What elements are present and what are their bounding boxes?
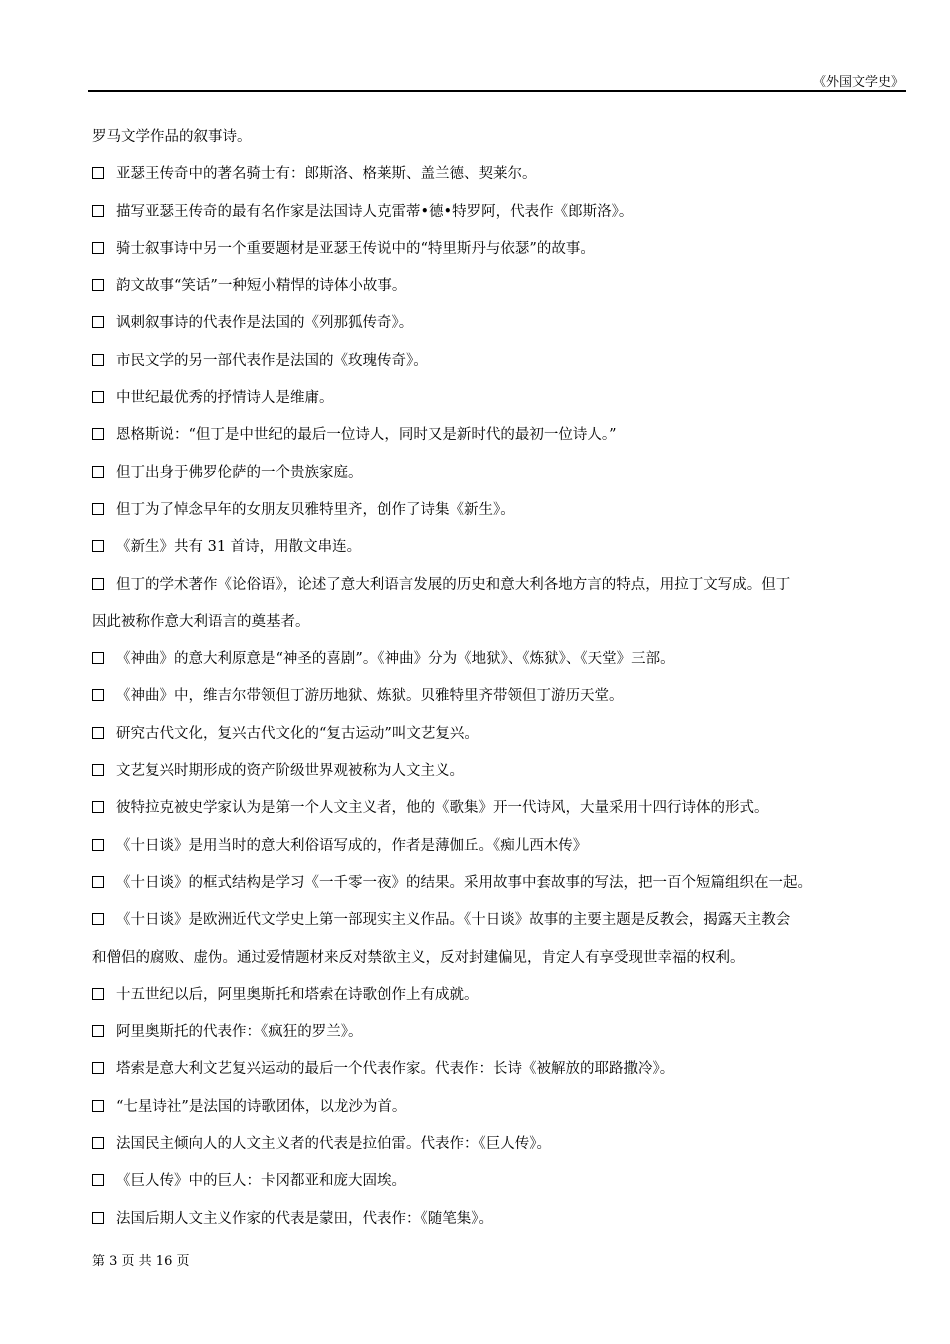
line-text: 塔索是意大利文艺复兴运动的最后一个代表作家。代表作：长诗《被解放的耶路撒冷》。 [116,1061,675,1078]
page-header [88,68,906,92]
line-text: 描写亚瑟王传奇的最有名作家是法国诗人克雷蒂•德•特罗阿，代表作《郎斯洛》。 [116,203,634,220]
text-line [92,678,906,715]
line-text: 讽刺叙事诗的代表作是法国的《列那狐传奇》。 [116,315,414,332]
checkbox-icon [92,1062,104,1074]
text-line [92,417,906,454]
line-text: 《新生》共有 31 首诗，用散文串连。 [116,539,362,556]
line-text: 骑士叙事诗中另一个重要题材是亚瑟王传说中的“特里斯丹与依瑟”的故事。 [116,240,595,257]
checkbox-icon [92,167,104,179]
line-text: 法国民主倾向人的人文主义者的代表是拉伯雷。代表作：《巨人传》。 [116,1136,551,1153]
line-text: 《巨人传》中的巨人：卡冈都亚和庞大固埃。 [116,1173,406,1190]
checkbox-icon [92,727,104,739]
text-line [92,1163,906,1200]
checkbox-icon [92,540,104,552]
text-line [92,119,906,156]
checkbox-icon [92,689,104,701]
text-line [92,455,906,492]
line-text: 《神曲》中，维吉尔带领但丁游历地狱、炼狱。贝雅特里齐带领但丁游历天堂。 [116,688,624,705]
checkbox-icon [92,1137,104,1149]
text-line [92,977,906,1014]
text-line [92,492,906,529]
line-text: 罗马文学作品的叙事诗。 [92,129,252,145]
text-line [92,940,906,977]
checkbox-icon [92,913,104,925]
header-title: 《外国文学史》 [812,75,904,90]
line-text: 法国后期人文主义作家的代表是蒙田，代表作：《随笔集》。 [116,1210,493,1227]
checkbox-icon [92,503,104,515]
checkbox-icon [92,1100,104,1112]
checkbox-icon [92,764,104,776]
line-text: “七星诗社”是法国的诗歌团体，以龙沙为首。 [116,1098,407,1115]
checkbox-icon [92,1174,104,1186]
text-line [92,828,906,865]
line-text: 但丁为了悼念早年的女朋友贝雅特里齐，创作了诗集《新生》。 [116,501,515,518]
text-line [92,305,906,342]
line-text: 《十日谈》是用当时的意大利俗语写成的，作者是薄伽丘。《痴儿西木传》 [116,837,588,854]
text-line [92,156,906,193]
checkbox-icon [92,316,104,328]
text-line [92,231,906,268]
text-line [92,567,906,604]
checkbox-icon [92,1025,104,1037]
line-text: 中世纪最优秀的抒情诗人是维庸。 [116,390,334,407]
text-line [92,1014,906,1051]
line-text: 韵文故事“笑话”一种短小精悍的诗体小故事。 [116,278,407,295]
text-line [92,865,906,902]
checkbox-icon [92,801,104,813]
checkbox-icon [92,988,104,1000]
text-line [92,194,906,231]
checkbox-icon [92,428,104,440]
text-line [92,716,906,753]
line-text: 研究古代文化，复兴古代文化的“复古运动”叫文艺复兴。 [116,725,479,742]
checkbox-icon [92,839,104,851]
text-line [92,343,906,380]
page-footer: 第 3 页 共 16 页 [92,1254,190,1269]
checkbox-icon [92,652,104,664]
line-text: 文艺复兴时期形成的资产阶级世界观被称为人文主义。 [116,763,464,780]
checkbox-icon [92,578,104,590]
text-line [92,753,906,790]
checkbox-icon [92,354,104,366]
line-text: 《十日谈》是欧洲近代文学史上第一部现实主义作品。《十日谈》故事的主要主题是反教会，揭露天主教会 [116,912,791,929]
document-body [92,119,906,1238]
checkbox-icon [92,242,104,254]
line-text: 彼特拉克被史学家认为是第一个人文主义者，他的《歌集》开一代诗风，大量采用十四行诗体的形式。 [116,800,769,817]
checkbox-icon [92,205,104,217]
line-text: 但丁的学术著作《论俗语》，论述了意大利语言发展的历史和意大利各地方言的特点，用拉丁文写成。但丁 [116,576,791,593]
text-line [92,268,906,305]
line-text: 恩格斯说：“但丁是中世纪的最后一位诗人，同时又是新时代的最初一位诗人。” [116,427,617,444]
line-text: 十五世纪以后，阿里奥斯托和塔索在诗歌创作上有成就。 [116,986,479,1003]
checkbox-icon [92,391,104,403]
text-line [92,529,906,566]
checkbox-icon [92,1212,104,1224]
line-text: 因此被称作意大利语言的奠基者。 [92,613,310,630]
checkbox-icon [92,279,104,291]
line-text: 《十日谈》的框式结构是学习《一千零一夜》的结果。采用故事中套故事的写法，把一百个短篇组织在一起。 [116,874,812,891]
line-text: 亚瑟王传奇中的著名骑士有：郎斯洛、格莱斯、盖兰德、契莱尔。 [116,166,537,183]
line-text: 市民文学的另一部代表作是法国的《玫瑰传奇》。 [116,352,428,369]
text-line [92,641,906,678]
checkbox-icon [92,876,104,888]
text-line [92,1201,906,1238]
line-text: 和僧侣的腐败、虚伪。通过爱情题材来反对禁欲主义，反对封建偏见，肯定人有享受现世幸福的权利。 [92,949,745,966]
text-line [92,604,906,641]
line-text: 阿里奥斯托的代表作：《疯狂的罗兰》。 [116,1024,363,1041]
text-line [92,1051,906,1088]
text-line [92,790,906,827]
text-line [92,1126,906,1163]
text-line [92,1089,906,1126]
text-line [92,902,906,939]
line-text: 但丁出身于佛罗伦萨的一个贵族家庭。 [116,464,363,481]
text-line [92,380,906,417]
line-text: 《神曲》的意大利原意是“神圣的喜剧”。《神曲》分为《地狱》、《炼狱》、《天堂》三部。 [116,651,675,668]
checkbox-icon [92,466,104,478]
